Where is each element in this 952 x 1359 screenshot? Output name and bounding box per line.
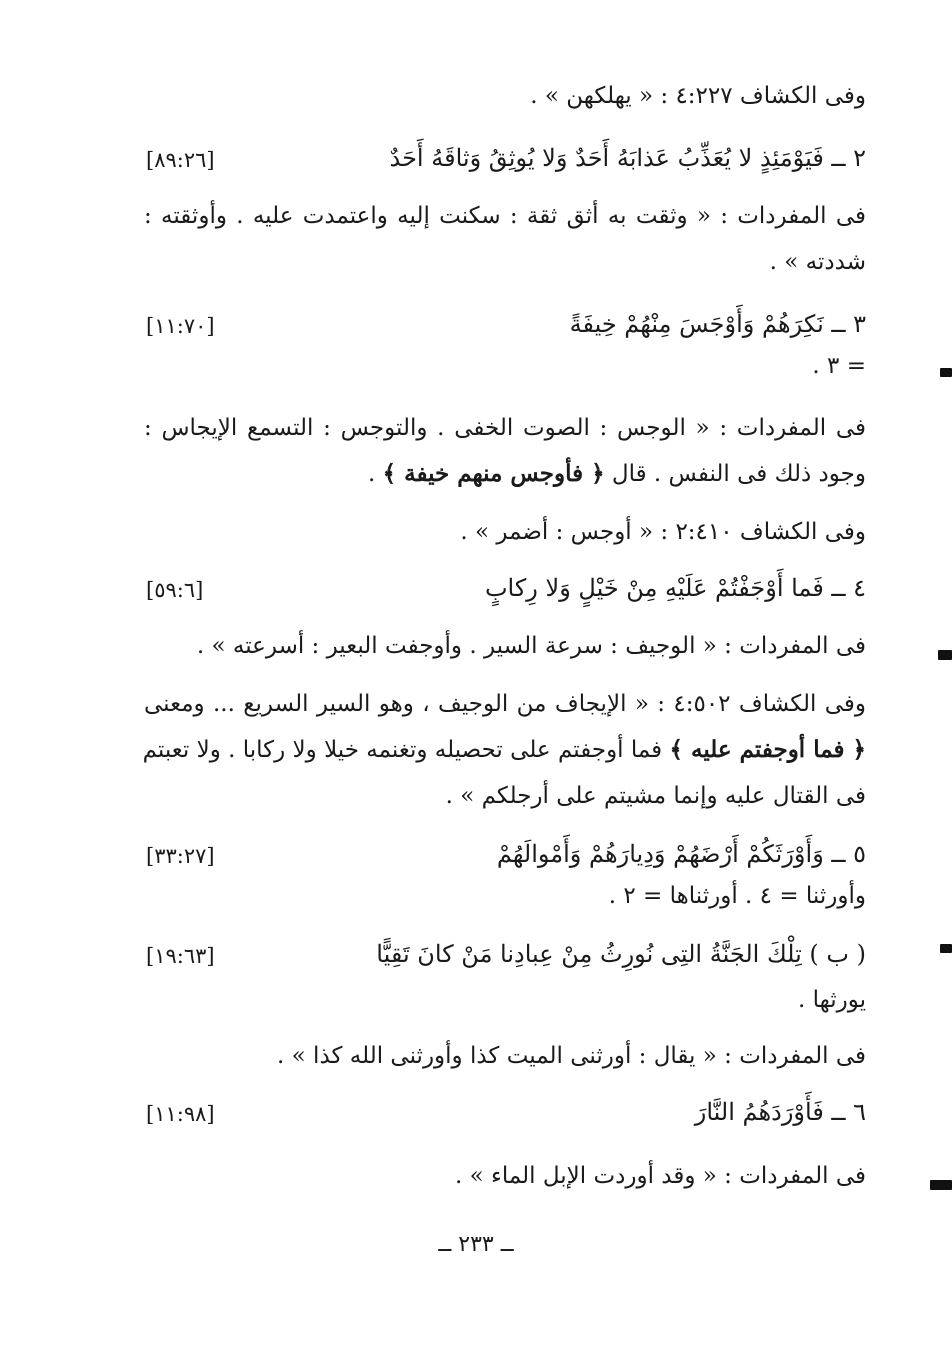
- quran-quote: ﴿ فأوجس منهم خيفة ﴾: [382, 460, 605, 487]
- kashshaf-note-4-end: فى القتال عليه وإنما مشيتم على أرجلكم » .: [445, 783, 866, 809]
- verse-ref-5b: [١٩:٦٣]: [146, 944, 215, 968]
- quran-quote: ﴿ فما أوجفتم عليه ﴾: [669, 736, 866, 763]
- mufradat-note-6: فى المفردات : « وقد أوردت الإبل الماء » .: [455, 1163, 866, 1189]
- mufradat-note-2: فى المفردات : « وثقت به أثق ثقة : سكنت إليه واعتمدت عليه . وأوثقته :: [144, 203, 866, 229]
- verse-ref-4: [٥٩:٦]: [146, 578, 204, 602]
- verse-3: ٣ ــ نَكِرَهُمْ وَأَوْجَسَ مِنْهُمْ خِيفَةً: [569, 310, 866, 338]
- note-text: فما أوجفتم على تحصيله وتغنمه خيلا ولا ركابا . ولا تعبتم: [142, 737, 670, 763]
- kashshaf-note-4-cont: [144, 734, 866, 766]
- page-number: ــ ٢٣٣ ــ: [438, 1232, 514, 1257]
- verse-ref-6: [١١:٩٨]: [146, 1102, 215, 1126]
- count-note-5b: يورثها .: [797, 987, 866, 1013]
- kashshaf-note-3: وفى الكشاف ٢:٤١٠ : « أوجس : أضمر » .: [460, 519, 866, 545]
- mufradat-note-2-cont: شددته » .: [769, 249, 866, 275]
- mufradat-note-5: فى المفردات : « يقال : أورثنى الميت كذا وأورثنى الله كذا » .: [277, 1043, 866, 1069]
- verse-5b: ( ب ) تِلْكَ الجَنَّةُ التِى نُورِثُ مِنْ عِبادِنا مَنْ كانَ تَقِيًّا: [376, 940, 866, 968]
- mufradat-note-3-cont: [368, 458, 866, 490]
- verse-ref-3: [١١:٧٠]: [146, 314, 215, 338]
- mufradat-note-3: فى المفردات : « الوجس : الصوت الخفى . والتوجس : التسمع الإيجاس :: [144, 415, 866, 441]
- verse-6: ٦ ــ فَأَوْرَدَهُمُ النَّارَ: [694, 1098, 866, 1126]
- verse-ref-5: [٣٣:٢٧]: [146, 844, 215, 868]
- mufradat-note-4: فى المفردات : « الوجيف : سرعة السير . وأوجفت البعير : أسرعته » .: [196, 633, 866, 659]
- verse-5: ٥ ــ وَأَوْرَثَكُمْ أَرْضَهُمْ وَدِيارَهُمْ وَأَمْوالَهُمْ: [496, 840, 866, 868]
- scan-mark: [930, 1180, 952, 1190]
- kashshaf-note-1: وفى الكشاف ٤:٢٢٧ : « يهلكهن » .: [530, 83, 866, 109]
- scan-mark: [940, 368, 952, 377]
- kashshaf-note-4: وفى الكشاف ٤:٥٠٢ : « الإيجاف من الوجيف ، وهو السير السريع ... ومعنى: [144, 691, 866, 717]
- note-text: وجود ذلك فى النفس . قال: [604, 461, 866, 487]
- count-note-3: = ٣ .: [812, 353, 866, 379]
- note-text-end: .: [368, 461, 383, 487]
- verse-4: ٤ ــ فَما أَوْجَفْتُمْ عَلَيْهِ مِنْ خَيْلٍ وَلا رِكابٍ: [484, 574, 866, 602]
- scan-mark: [938, 650, 952, 660]
- verse-2: ٢ ــ فَيَوْمَئِذٍ لا يُعَذِّبُ عَذابَهُ أَحَدٌ وَلا يُوثِقُ وَثاقَهُ أَحَدٌ: [389, 144, 866, 172]
- verse-ref-2: [٨٩:٢٦]: [146, 148, 215, 172]
- count-note-5: وأورثنا = ٤ . أورثناها = ٢ .: [608, 883, 866, 909]
- scan-mark: [940, 944, 952, 953]
